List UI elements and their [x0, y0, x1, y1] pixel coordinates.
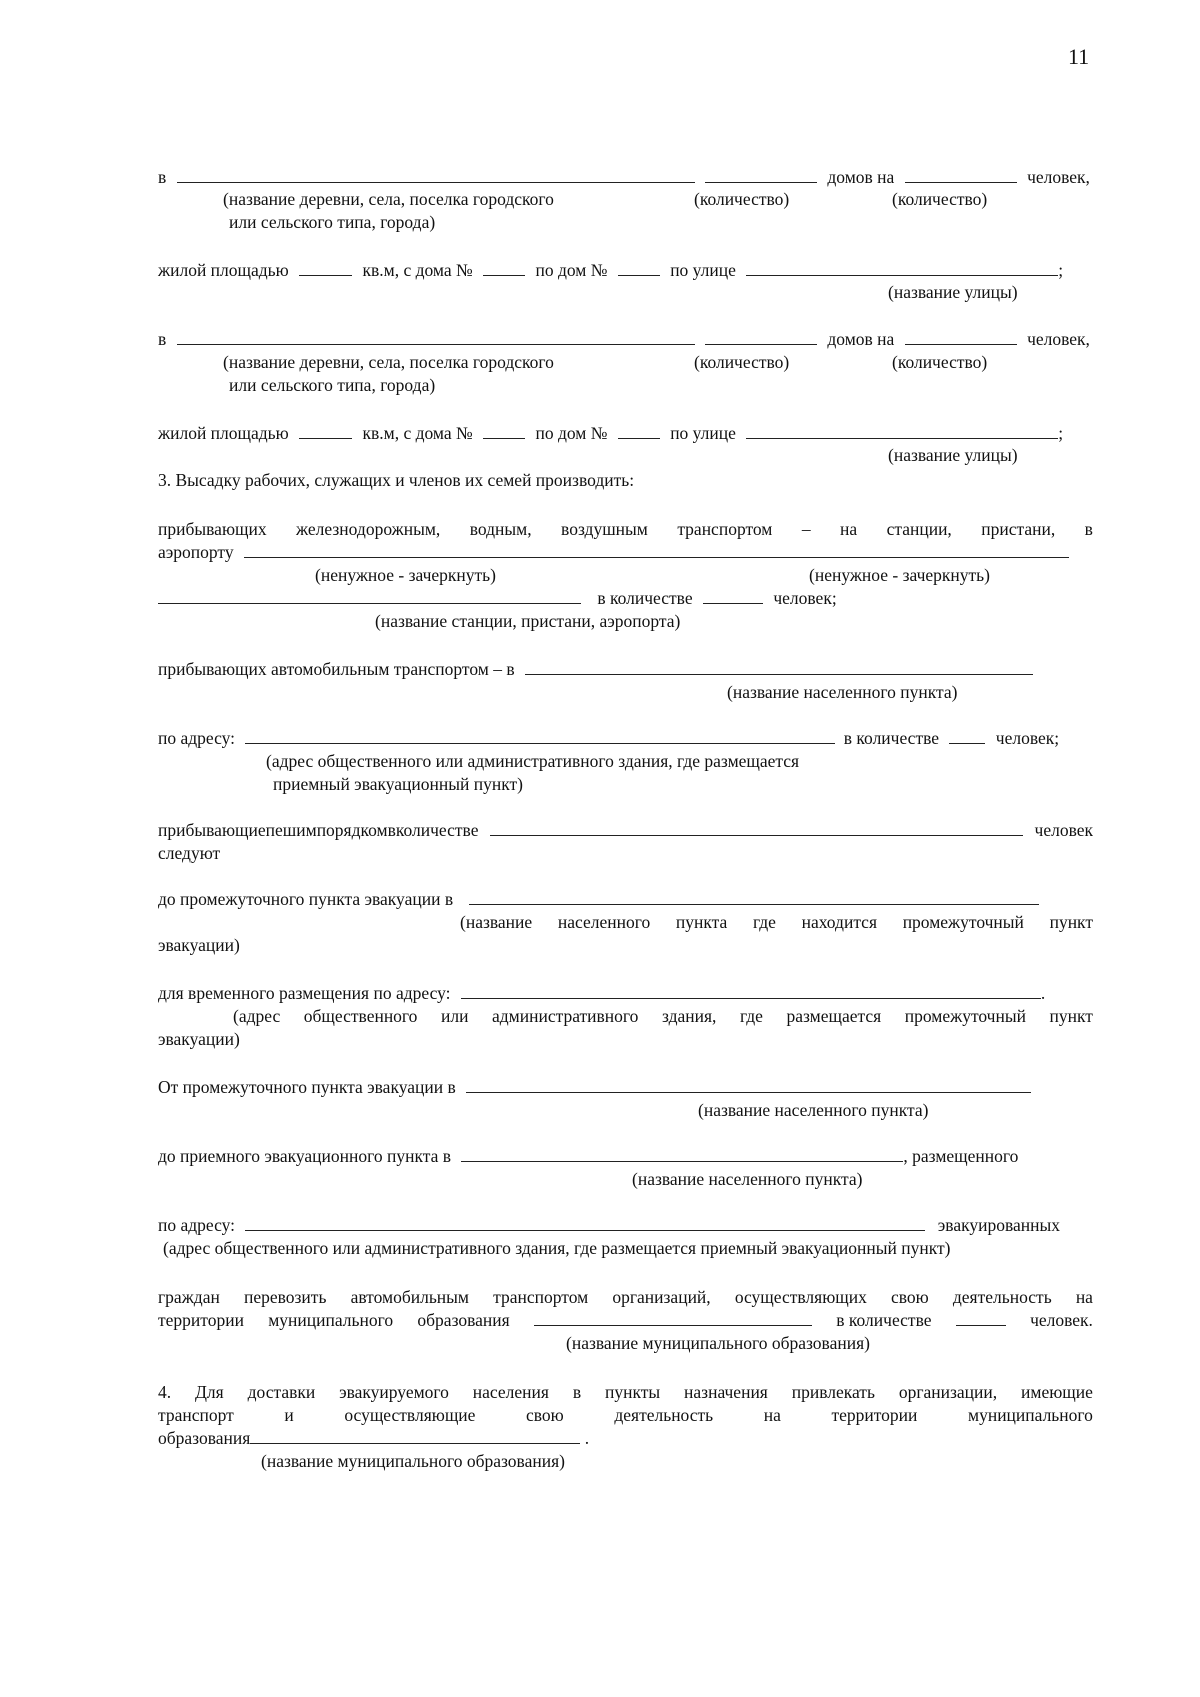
address-line-1 [158, 727, 1059, 749]
hint-settlement: (название населенного пункта) [632, 1169, 863, 1189]
word: населенного [557, 912, 651, 932]
word: транспортом [677, 519, 773, 539]
territory-line [158, 1309, 1093, 1331]
from-house-field[interactable] [483, 260, 525, 276]
hint-quantity: (количество) [892, 352, 988, 372]
word: на [1075, 1287, 1093, 1307]
from-house-label: кв.м, с дома № [362, 260, 473, 280]
reception-address-field[interactable] [245, 1215, 925, 1231]
hint-street: (название улицы) [888, 445, 1018, 465]
word: находится [801, 912, 878, 932]
citizens-line [158, 1286, 1093, 1308]
intermediate-line [158, 888, 1039, 910]
word: муниципального [268, 1310, 394, 1330]
word: количестве [395, 820, 479, 840]
word: – [801, 519, 811, 539]
word: территории [158, 1310, 244, 1330]
word: осуществляющих [734, 1287, 867, 1307]
hint-intermediate-cont: эвакуации) [158, 935, 240, 955]
word: муниципального [968, 1405, 1093, 1425]
hint-quantity: (количество) [694, 189, 790, 209]
placed-label: , размещенного [903, 1146, 1019, 1166]
airport-label: аэропорту [158, 542, 234, 562]
hint-building-cont: приемный эвакуационный пункт) [273, 774, 523, 794]
temp-placement-line [158, 982, 1045, 1004]
word: или [440, 1006, 469, 1026]
word: и [284, 1405, 294, 1425]
hint-quantity: (количество) [892, 189, 988, 209]
locality-name-field[interactable] [177, 329, 695, 345]
transport-type-field[interactable] [244, 542, 1069, 558]
temp-address-field[interactable] [461, 983, 1041, 999]
hint-strike: (ненужное - зачеркнуть) [315, 565, 496, 585]
municipality-field[interactable] [534, 1310, 812, 1326]
locality-line-2 [158, 328, 1090, 350]
word: пункт [1049, 912, 1093, 932]
to-house-label: по дом № [535, 423, 608, 443]
word: территории [831, 1405, 918, 1425]
to-house-field[interactable] [618, 423, 660, 439]
section-4-line-3 [158, 1427, 589, 1449]
from-intermediate-line [158, 1076, 1031, 1098]
people-label: человек; [773, 588, 837, 608]
line-end: . [584, 1428, 590, 1448]
living-area-line-2 [158, 422, 1063, 444]
word: доставки [247, 1382, 316, 1402]
hint-building: (адрес общественного или административного здания, где размещается [266, 751, 800, 771]
hint-building-full: (адрес общественного или административного здания, где размещается приемный эвакуационный пункт) [163, 1238, 951, 1258]
line-end: . [1040, 983, 1046, 1003]
word: перевозить [243, 1287, 327, 1307]
word: привлекать [791, 1382, 875, 1402]
qty-label: в количестве [597, 588, 693, 608]
from-house-field[interactable] [483, 423, 525, 439]
evacuated-label: эвакуированных [937, 1215, 1061, 1235]
to-house-field[interactable] [618, 260, 660, 276]
word: в [572, 1382, 582, 1402]
territory-qty-field[interactable] [956, 1310, 1006, 1326]
from-intermediate-label: От промежуточного пункта эвакуации в [158, 1077, 456, 1097]
word: 4. [158, 1382, 172, 1402]
word: организаций, [612, 1287, 711, 1307]
locality-prefix: в [158, 329, 167, 349]
reception-settlement-field[interactable] [461, 1146, 903, 1162]
word: населения [472, 1382, 549, 1402]
word: транспорт [158, 1405, 234, 1425]
hint-temp-cont: эвакуации) [158, 1029, 240, 1049]
qty-label: в количестве [843, 728, 940, 748]
auto-label: прибывающих автомобильным транспортом – в [158, 659, 515, 679]
word: свою [891, 1287, 929, 1307]
living-area-label: жилой площадью [158, 423, 289, 443]
qty-label: в количестве [836, 1310, 932, 1330]
houses-count-field[interactable] [705, 167, 817, 183]
address-label: по адресу: [158, 1215, 236, 1235]
station-qty-field[interactable] [703, 588, 763, 604]
word: назначения [684, 1382, 768, 1402]
word: образования [417, 1310, 510, 1330]
word: автомобильным [350, 1287, 469, 1307]
houses-count-field[interactable] [705, 329, 817, 345]
word: промежуточный [904, 1006, 1026, 1026]
hint-locality-cont: или сельского типа, города) [229, 212, 436, 232]
area-field[interactable] [299, 260, 352, 276]
reception-label: до приемного эвакуационного пункта в [158, 1146, 452, 1166]
living-area-line-1 [158, 259, 1063, 281]
word: (название [460, 912, 533, 932]
word: организации, [898, 1382, 998, 1402]
hint-street: (название улицы) [888, 282, 1018, 302]
word: прибывающих [158, 519, 267, 539]
area-field[interactable] [299, 423, 352, 439]
word: пункты [604, 1382, 661, 1402]
municipality-field[interactable] [250, 1428, 580, 1444]
word: здания, [661, 1006, 717, 1026]
locality-prefix: в [158, 167, 167, 187]
follow-label: следуют [158, 843, 221, 863]
hint-locality-cont: или сельского типа, города) [229, 375, 436, 395]
word: где [752, 912, 776, 932]
hint-strike: (ненужное - зачеркнуть) [809, 565, 990, 585]
word: в [1084, 519, 1093, 539]
hint-municipality: (название муниципального образования) [261, 1451, 565, 1471]
word: транспортом [493, 1287, 589, 1307]
word: эвакуируемого [339, 1382, 449, 1402]
hint-intermediate [460, 911, 1093, 933]
word: на [840, 519, 858, 539]
to-house-label: по дом № [535, 260, 608, 280]
line-end: ; [1058, 423, 1064, 443]
station-name-field[interactable] [158, 588, 581, 604]
word: деятельность [952, 1287, 1052, 1307]
living-area-label: жилой площадью [158, 260, 289, 280]
street-field[interactable] [746, 423, 1058, 439]
word: административного [492, 1006, 639, 1026]
houses-label: домов на [827, 329, 895, 349]
locality-line-1 [158, 166, 1090, 188]
houses-label: домов на [827, 167, 895, 187]
settlement-field[interactable] [525, 659, 1033, 675]
people-label: человек, [1027, 329, 1090, 349]
word: общественного [303, 1006, 418, 1026]
word: где [739, 1006, 763, 1026]
word: (адрес [233, 1006, 281, 1026]
word: имеющие [1021, 1382, 1093, 1402]
people-label: человек, [1027, 167, 1090, 187]
foot-qty-field[interactable] [490, 820, 1022, 836]
station-line [158, 587, 837, 609]
people-count-field[interactable] [905, 167, 1017, 183]
hint-locality: (название деревни, села, поселка городского [223, 352, 554, 372]
word: человек [1034, 820, 1093, 840]
word: Для [195, 1382, 224, 1402]
hint-settlement: (название населенного пункта) [727, 682, 958, 702]
address-line-2 [158, 1214, 1060, 1236]
hint-settlement: (название населенного пункта) [698, 1100, 929, 1120]
word: промежуточный [902, 912, 1024, 932]
word: пешим [265, 820, 317, 840]
word: пункта [675, 912, 728, 932]
hint-quantity: (количество) [694, 352, 790, 372]
word: в [387, 820, 396, 840]
reception-line [158, 1145, 1018, 1167]
word: деятельность [614, 1405, 714, 1425]
hint-station: (название станции, пристани, аэропорта) [375, 611, 681, 631]
word: граждан [158, 1287, 220, 1307]
word: свою [526, 1405, 564, 1425]
word: станции, [886, 519, 952, 539]
locality-name-field[interactable] [177, 167, 695, 183]
word: пристани, [981, 519, 1056, 539]
word: пункт [1049, 1006, 1093, 1026]
auto-transport-line [158, 658, 1033, 680]
foot-line [158, 819, 1093, 841]
hint-temp [233, 1005, 1093, 1027]
word: на [763, 1405, 781, 1425]
word: осуществляющие [344, 1405, 476, 1425]
people-label: человек. [1030, 1310, 1093, 1330]
section-4-line-2 [158, 1404, 1093, 1426]
street-label: по улице [670, 260, 736, 280]
word: железнодорожным, [296, 519, 441, 539]
word: порядком [316, 820, 388, 840]
section-3-heading: 3. Высадку рабочих, служащих и членов их семей производить: [158, 470, 635, 490]
intermediate-settlement-field[interactable] [469, 889, 1039, 905]
street-label: по улице [670, 423, 736, 443]
address-label: по адресу: [158, 728, 236, 748]
from-intermediate-field[interactable] [466, 1077, 1031, 1093]
line-end: ; [1058, 260, 1064, 280]
hint-locality: (название деревни, села, поселка городского [223, 189, 554, 209]
page-number: 11 [1068, 44, 1090, 69]
people-count-field[interactable] [905, 329, 1017, 345]
intermediate-label: до промежуточного пункта эвакуации в [158, 889, 454, 909]
people-label: человек; [995, 728, 1060, 748]
word: прибывающие [158, 820, 266, 840]
address-qty-field[interactable] [949, 728, 985, 744]
section-4-line-1 [158, 1381, 1093, 1403]
airport-line [158, 541, 1069, 563]
word: воздушным [561, 519, 648, 539]
from-house-label: кв.м, с дома № [362, 423, 473, 443]
temp-label: для временного размещения по адресу: [158, 983, 451, 1003]
hint-municipality: (название муниципального образования) [566, 1333, 870, 1353]
street-field[interactable] [746, 260, 1058, 276]
rail-transport-line [158, 518, 1093, 540]
word: размещается [786, 1006, 882, 1026]
address-field[interactable] [245, 728, 835, 744]
formation-label: образования [158, 1428, 251, 1448]
word: водным, [469, 519, 532, 539]
